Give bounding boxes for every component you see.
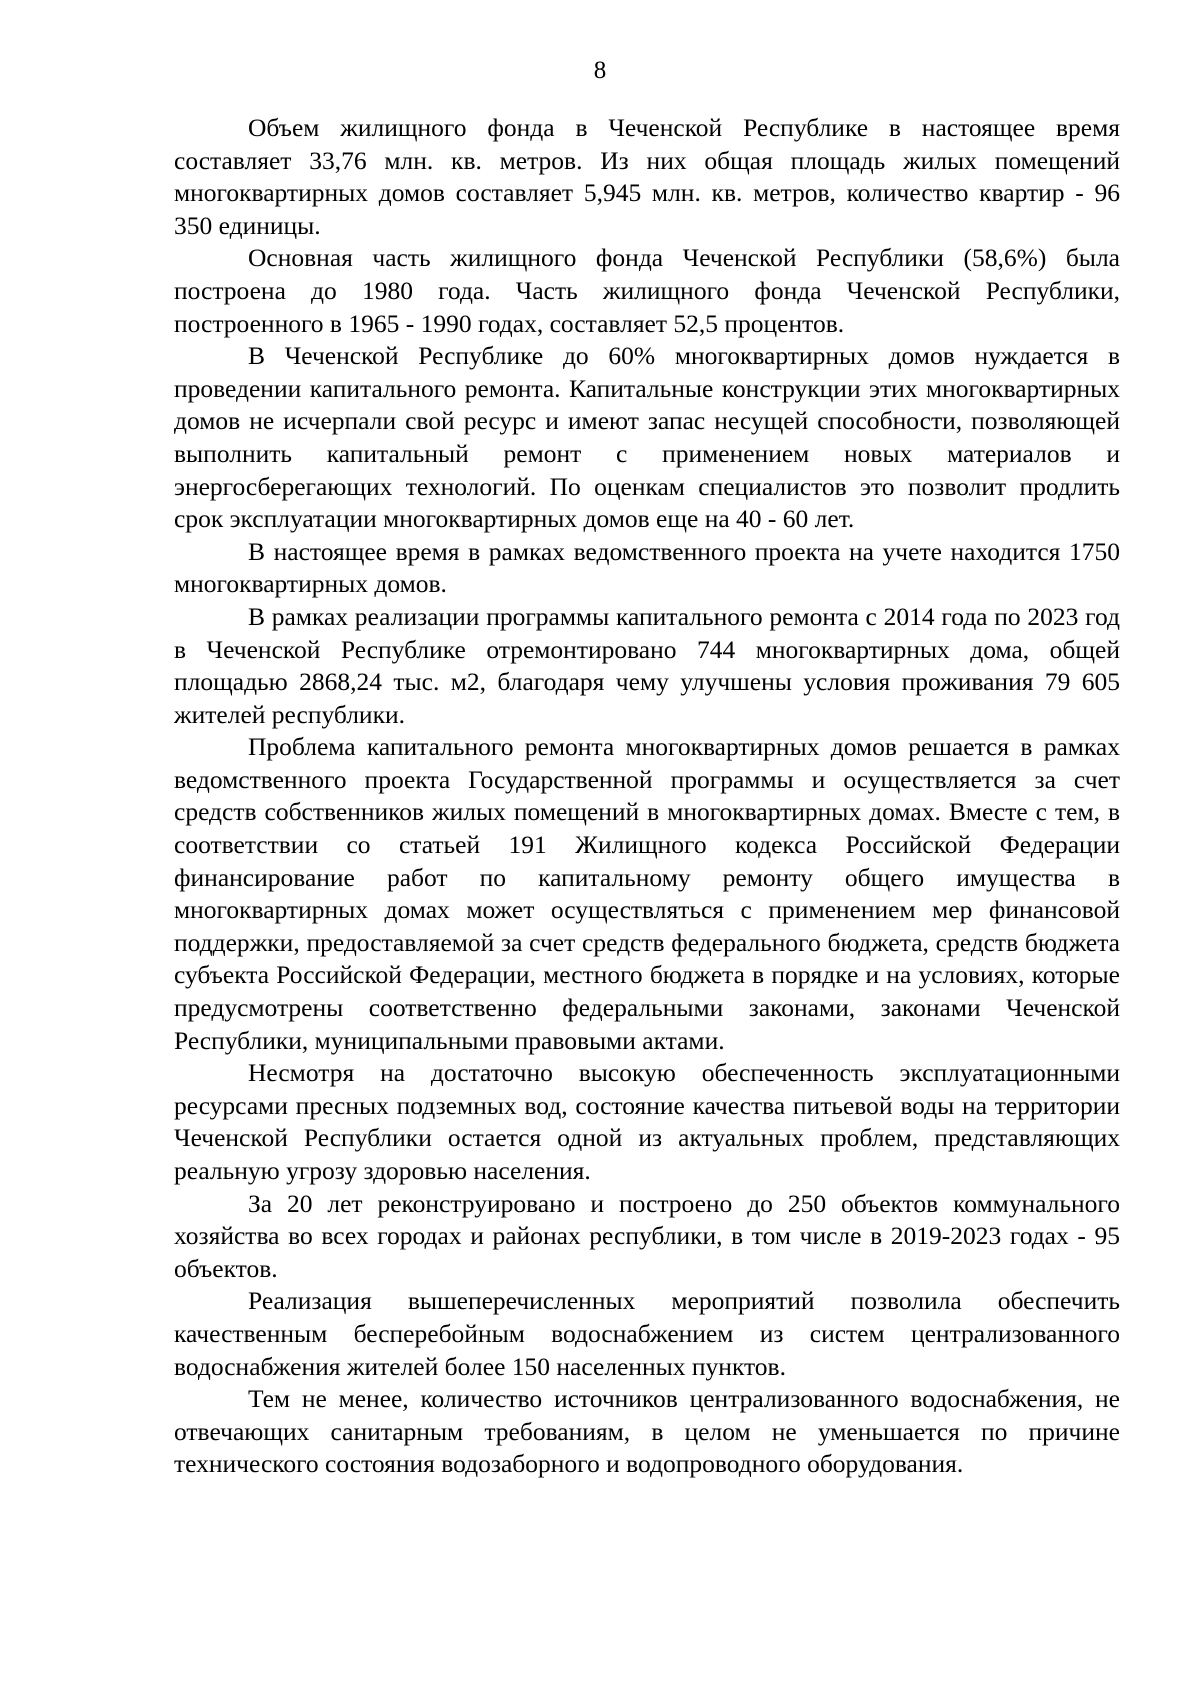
paragraph-housing-age: Основная часть жилищного фонда Чеченской Республики (58,6%) была построена до 1980 года. Часть жилищного фонда Чеченской Республики, построенного в 1965 - 1990 годах, составляет 52,5 процентов. (174, 243, 1120, 338)
page-number: 8 (593, 57, 607, 84)
paragraph-water-sources-problem: Тем не менее, количество источников централизованного водоснабжения, не отвечающих санитарным требованиям, в целом не уменьшается по причине технического состояния водозаборного и водопроводного оборудования. (174, 1384, 1120, 1479)
paragraph-registered-buildings: В настоящее время в рамках ведомственного проекта на учете находится 1750 многоквартирных домов. (174, 536, 1120, 599)
paragraph-repair-program-results: В рамках реализации программы капитального ремонта с 2014 года по 2023 год в Чеченской Республике отремонтировано 744 многоквартирных дома, общей площадью 2868,24 тыс. м2, благодаря чему улучшены условия проживания 79 605 жителей республики. (174, 601, 1120, 729)
document-body (174, 112, 1120, 1481)
paragraph-water-supply-results: Реализация вышеперечисленных мероприятий позволила обеспечить качественным бесперебойным водоснабжением из систем централизованного водоснабжения жителей более 150 населенных пунктов. (174, 1286, 1120, 1381)
paragraph-repair-need: В Чеченской Республике до 60% многоквартирных домов нуждается в проведении капитального ремонта. Капитальные конструкции этих многоквартирных домов не исчерпали свой ресурс и имеют запас несущей способности, позволяющей выполнить капитальный ремонт с применением новых материалов и энергосберегающих технологий. По оценкам специалистов это позволит продлить срок эксплуатации многоквартирных домов еще на 40 - 60 лет. (174, 341, 1120, 534)
paragraph-drinking-water-quality: Несмотря на достаточно высокую обеспеченность эксплуатационными ресурсами пресных подземных вод, состояние качества питьевой воды на территории Чеченской Республики остается одной из актуальных проблем, представляющих реальную угрозу здоровью населения. (174, 1058, 1120, 1185)
paragraph-repair-financing: Проблема капитального ремонта многоквартирных домов решается в рамках ведомственного проекта Государственной программы и осуществляется за счет средств собственников жилых помещений в многоквартирных домах. Вместе с тем, в соответствии со статьей 191 Жилищного кодекса Российской Федерации финансирование работ по капитальному ремонту общего имущества в многоквартирных домах может осуществляться с применением мер финансовой поддержки, предоставляемой за счет средств федерального бюджета, средств бюджета субъекта Российской Федерации, местного бюджета в порядке и на условиях, которые предусмотрены соответственно федеральными законами, законами Чеченской Республики, муниципальными правовыми актами. (174, 732, 1120, 1055)
paragraph-utility-objects: За 20 лет реконструировано и построено до 250 объектов коммунального хозяйства во всех городах и районах республики, в том числе в 2019-2023 годах - 95 объектов. (174, 1188, 1120, 1283)
paragraph-housing-stock: Объем жилищного фонда в Чеченской Республике в настоящее время составляет 33,76 млн. кв. метров. Из них общая площадь жилых помещений многоквартирных домов составляет 5,945 млн. кв. метров, количество квартир - 96 350 единицы. (174, 113, 1120, 240)
